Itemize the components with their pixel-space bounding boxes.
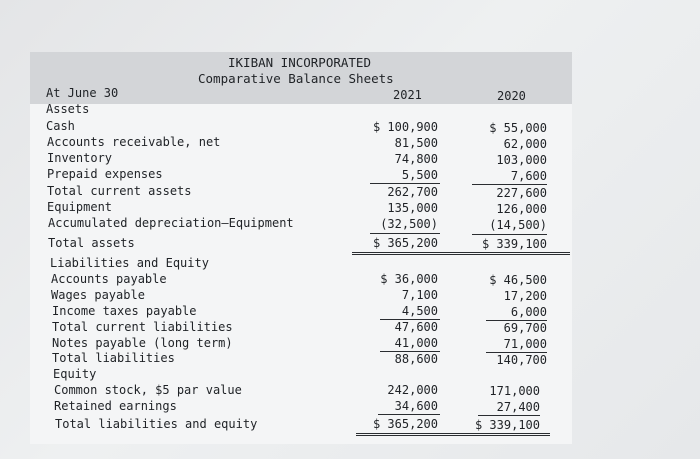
section-liabilities-equity: Liabilities and Equity: [50, 256, 209, 270]
statement-title: Comparative Balance Sheets: [198, 71, 394, 86]
row-label-prepaid: Prepaid expenses: [47, 167, 163, 181]
row-label-ar: Accounts receivable, net: [47, 135, 221, 149]
ap-2020: $ 46,500: [489, 273, 547, 287]
re-2020: 27,400: [496, 400, 540, 414]
row-label-wages-payable: Wages payable: [51, 288, 145, 302]
company-name: IKIBAN INCORPORATED: [228, 55, 371, 70]
inventory-2020: 103,000: [496, 153, 547, 167]
tle-2021: $ 365,200: [372, 417, 438, 431]
re-2021: 34,600: [394, 399, 438, 413]
ar-2020: 62,000: [503, 137, 547, 151]
itp-2021: 4,500: [401, 304, 438, 318]
ta-2021: $ 365,200: [372, 236, 438, 250]
row-label-accounts-payable: Accounts payable: [51, 272, 167, 286]
double-underline-total-assets: [352, 252, 570, 255]
underline-accdep-2020: [472, 234, 547, 235]
row-label-notes-payable: Notes payable (long term): [52, 336, 233, 350]
row-label-cash: Cash: [46, 119, 75, 133]
tl-2021: 88,600: [394, 352, 438, 366]
ta-2020: $ 339,100: [481, 237, 547, 251]
column-header-2020: 2020: [497, 89, 526, 103]
row-label-accumulated-depreciation: Accumulated depreciation—Equipment: [48, 216, 294, 230]
prepaid-2020: 7,600: [510, 169, 547, 183]
section-assets: Assets: [46, 102, 90, 116]
underline-re-2021: [378, 414, 440, 415]
underline-prepaid-2020: [472, 184, 547, 185]
ap-2021: $ 36,000: [380, 272, 438, 286]
column-header-2021: 2021: [393, 88, 422, 102]
tca-2020: 227,600: [496, 186, 547, 200]
row-label-retained-earnings: Retained earnings: [54, 399, 177, 413]
tcl-2020: 69,700: [503, 321, 547, 335]
tle-2020: $ 339,100: [474, 418, 540, 432]
row-label-common-stock: Common stock, $5 par value: [54, 383, 242, 397]
underline-accdep-2021: [370, 233, 440, 234]
row-label-equipment: Equipment: [47, 200, 113, 214]
date-label: At June 30: [46, 86, 119, 100]
tl-2020: 140,700: [496, 353, 547, 367]
accdep-2021: (32,500): [380, 217, 438, 231]
prepaid-2021: 5,500: [401, 168, 438, 182]
row-label-income-taxes-payable: Income taxes payable: [52, 304, 197, 318]
accdep-2020: (14,500): [489, 218, 547, 232]
np-2020: 71,000: [503, 337, 547, 351]
tca-2021: 262,700: [387, 185, 438, 199]
row-label-total-liabilities-equity: Total liabilities and equity: [55, 417, 258, 431]
cs-2020: 171,000: [489, 384, 540, 398]
equipment-2020: 126,000: [496, 202, 547, 216]
cash-2021: $ 100,900: [372, 120, 438, 134]
cash-2020: $ 55,000: [489, 121, 547, 135]
ar-2021: 81,500: [394, 136, 438, 150]
tcl-2021: 47,600: [394, 320, 438, 334]
itp-2020: 6,000: [510, 305, 547, 319]
underline-prepaid-2021: [370, 183, 440, 184]
wages-2021: 7,100: [401, 288, 438, 302]
wages-2020: 17,200: [503, 289, 547, 303]
np-2021: 41,000: [394, 336, 438, 350]
row-label-total-liabilities: Total liabilities: [52, 351, 175, 365]
section-equity: Equity: [53, 367, 97, 381]
underline-re-2020: [478, 415, 540, 416]
inventory-2021: 74,800: [394, 152, 438, 166]
equipment-2021: 135,000: [387, 201, 438, 215]
row-label-inventory: Inventory: [47, 151, 113, 165]
row-label-total-current-assets: Total current assets: [47, 184, 192, 198]
row-label-total-assets: Total assets: [48, 236, 135, 250]
cs-2021: 242,000: [387, 383, 438, 397]
row-label-total-current-liabilities: Total current liabilities: [52, 320, 233, 334]
double-underline-total-liabilities-equity: [356, 433, 550, 436]
